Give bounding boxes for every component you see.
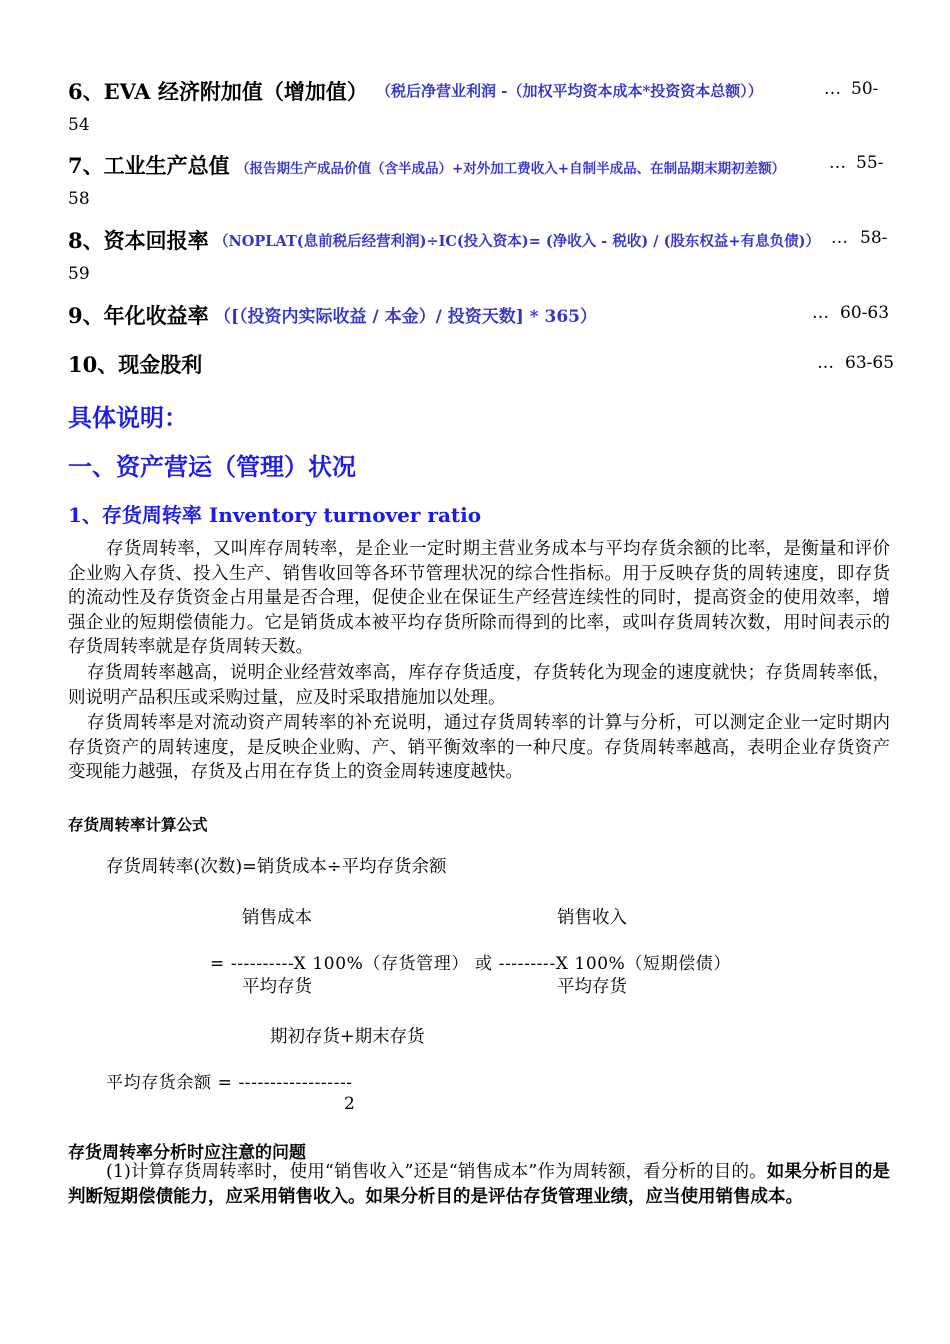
section-intro: 具体说明： bbox=[68, 403, 188, 432]
toc-title-9: 9、年化收益率 bbox=[68, 303, 209, 328]
toc-dots-6: … bbox=[824, 79, 841, 99]
formula-numerator-right: 销售收入 bbox=[557, 908, 627, 928]
toc-title-7: 7、工业生产总值 bbox=[68, 153, 230, 178]
toc-page-8: 58- bbox=[860, 228, 888, 248]
note-1 bbox=[68, 1160, 890, 1209]
avg-formula-denominator: 2 bbox=[344, 1094, 355, 1114]
paragraph-3: 存货周转率是对流动资产周转率的补充说明，通过存货周转率的计算与分析，可以测定企业一定时期内存货资产的周转速度，是反映企业购、产、销平衡效率的一种尺度。存货周转率越高，表明企业存货资产变现能力越强，存货及占用在存货上的资金周转速度越快。 bbox=[68, 713, 890, 782]
toc-dots-7: … bbox=[829, 153, 846, 173]
toc-title-6: 6、EVA 经济附加值（增加值） bbox=[68, 79, 368, 104]
formula-heading: 存货周转率计算公式 bbox=[68, 815, 208, 834]
toc-note-6: （税后净营业利润 -（加权平均资本成本*投资资本总额）） bbox=[376, 82, 763, 100]
toc-note-8: （NOPLAT(息前税后经营利润)÷IC(投入资本)= (净收入 - 税收) / (股东权益+有息负债)） bbox=[214, 233, 820, 250]
note-1-plain: (1)计算存货周转率时，使用“销售收入”还是“销售成本”作为周转额，看分析的目的。 bbox=[106, 1162, 767, 1182]
formula-fraction-line: = ----------X 100%（存货管理） 或 ---------X 100%（短期偿债） bbox=[210, 954, 732, 974]
section-title: 一、资产营运（管理）状况 bbox=[68, 452, 356, 481]
toc-page-7: 55- bbox=[856, 153, 884, 173]
toc-page-6-end: 54 bbox=[68, 115, 90, 135]
toc-page-8-end: 59 bbox=[68, 264, 90, 284]
toc-dots-8: … bbox=[831, 228, 848, 248]
subsection-title: 1、存货周转率 Inventory turnover ratio bbox=[68, 503, 482, 527]
toc-dots-10: … bbox=[817, 353, 834, 373]
avg-formula-line: 平均存货余额 = ------------------ bbox=[106, 1073, 353, 1093]
toc-title-10: 10、现金股利 bbox=[68, 352, 203, 377]
notes-heading: 存货周转率分析时应注意的问题 bbox=[68, 1143, 306, 1163]
toc-page-7-end: 58 bbox=[68, 189, 90, 209]
formula-denominator-right: 平均存货 bbox=[557, 977, 627, 997]
formula-main: 存货周转率(次数)=销货成本÷平均存货余额 bbox=[106, 857, 447, 877]
toc-page-10: 63-65 bbox=[845, 353, 895, 373]
formula-numerator-left: 销售成本 bbox=[242, 908, 312, 928]
paragraph-2: 存货周转率越高，说明企业经营效率高，库存存货适度，存货转化为现金的速度就快；存货周转率低，则说明产品积压或采购过量，应及时采取措施加以处理。 bbox=[68, 663, 890, 708]
toc-note-9: （[（投资内实际收益 / 本金）/ 投资天数] * 365） bbox=[214, 307, 597, 327]
note-1-bold: 如果分析目的是判断短期偿债能力，应采用销售收入。如果分析目的是评估存货管理业绩，应当使用销售成本。 bbox=[68, 1162, 891, 1207]
paragraph-1: 存货周转率，又叫库存周转率，是企业一定时期主营业务成本与平均存货余额的比率，是衡量和评价企业购入存货、投入生产、销售收回等各环节管理状况的综合性指标。用于反映存货的周转速度，即存货的流动性及存货资金占用量是否合理，促使企业在保证生产经营连续性的同时，提高资金的使用效率，增强企业的短期偿债能力。它是销货成本被平均存货所除而得到的比率，或叫存货周转次数，用时间表示的存货周转率就是存货周转天数。 bbox=[68, 539, 890, 657]
formula-denominator-left: 平均存货 bbox=[242, 977, 312, 997]
toc-note-7: （报告期生产成品价值（含半成品）+对外加工费收入+自制半成品、在制品期末期初差额） bbox=[236, 161, 786, 177]
toc-page-6: 50- bbox=[851, 79, 879, 99]
toc-dots-9: … bbox=[812, 303, 829, 323]
toc-title-8: 8、资本回报率 bbox=[68, 228, 209, 253]
avg-formula-numerator: 期初存货+期末存货 bbox=[270, 1027, 425, 1047]
toc-page-9: 60-63 bbox=[840, 303, 890, 323]
